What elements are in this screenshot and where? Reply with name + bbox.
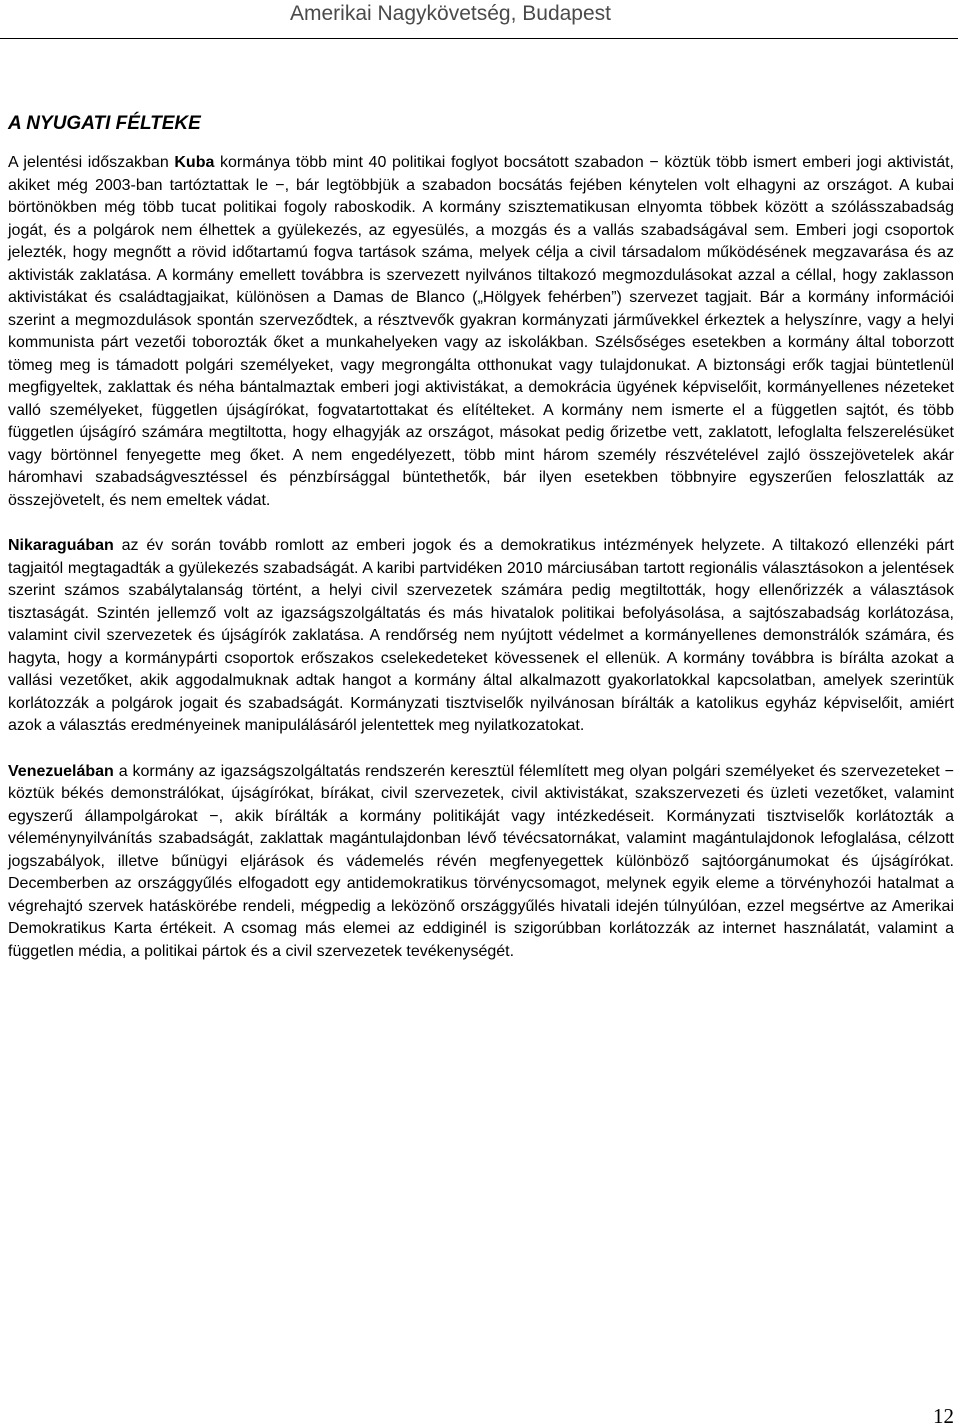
paragraph-lead: A jelentési időszakban [8, 154, 175, 171]
document-body [8, 112, 954, 986]
paragraph-text: kormánya több mint 40 politikai foglyot bocsátott szabadon − köztük több ismert emberi jogi aktivistát, akiket még 2003-ban tartóztattak le −, bár legtöbbjük a szabadon bocsátás fejében kénytelen volt elhagyni az országot. A kubai börtönökben még több tucat politikai fogoly raboskodik. A kormány szisztematikusan elnyomta többek között a szólásszabadság jogát, és a polgárok nem élhettek a gyülekezés, az egyesülés, a mozgás és a vallás szabadságával sem. Emberi jogi csoportok jelezték, hogy megnőtt a rövid időtartamú fogva tartások száma, melyek célja a civil társadalom működésének megzavarása és az aktivisták zaklatása. A kormány emellett továbbra is szervezett nyilvános tiltakozó megmozdulásokat azzal a céllal, hogy zaklasson aktivistákat és családtagjaikat, különösen a Damas de Blanco („Hölgyek fehérben”) szervezet tagjait. Bár a kormány információi szerint a megmozdulások spontán szerveződtek, a résztvevők gyakran kormányzati járművekkel érkeztek a helyszínre, vagy a helyi kommunista párt vezetői toborozták őket a munkahelyeken vagy az iskolákban. Szélsőséges esetekben a kormány által toborzott tömeg meg is támadott polgári személyeket, vagy megrongálta otthonukat vagy tulajdonukat. A biztonsági erők tagjai büntetlenül megfigyeltek, zaklattak és néha bántalmaztak emberi jogi aktivistákat, a demokrácia ügyének képviselőit, kormányellenes nézeteket valló személyeket, független újságírókat, fogvatartottakat és elítélteket. A kormány nem ismerte el a független sajtót, és több független újságíró számára megtiltotta, hogy elhagyják az országot, másokat pedig őrizetbe vett, zaklatott, lefoglalta felszerelésüket vagy börtönnel fenyegette meg őket. A nem engedélyezett, több mint három személy részvételével zajló összejövetelek akár háromhavi szabadságvesztéssel és pénzbírsággal büntethetők, bár ilyen esetekben többnyire egyszerűen feloszlatták az összejövetelt, és nem emeltek vádat. [8, 154, 954, 509]
paragraph-venezuela [8, 761, 954, 964]
country-name-venezuela: Venezuelában [8, 762, 114, 780]
paragraph-text: a kormány az igazságszolgáltatás rendszerén keresztül félemlített meg olyan polgári személyeket és szervezeteket − köztük békés demonstrálókat, újságírókat, bírákat, civil szervezetek, civil aktivistákat, szakszervezeti és üzleti vezetőket, valamint egyszerű állampolgárokat −, akik bírálták a kormány politikáját vagy intézkedéseit. Kormányzati tisztviselők korlátozták a véleménynyilvánítás szabadságát, zaklattak magántulajdonban lévő tévécsatornákat, valamint magántulajdonok lefoglalása, célzott jogszabályok, illetve bűnügyi eljárások és vádemelés révén megfenyegettek különböző sajtóorgánumokat és újságírókat. Decemberben az országgyűlés elfogadott egy antidemokratikus törvénycsomagot, melynek egyik eleme a törvényhozói hatalmat a végrehajtó szervek hatáskörébe rendeli, mégpedig a leközönő országgyűlés hivatali idején túlnyúlóan, ezzel megsértve az Amerikai Demokratikus Karta értékeit. A csomag más elemei az eddiginél is szigorúbban korlátozzák az internet használatát, valamint a független média, a politikai pártok és a civil szervezetek tevékenységét. [8, 762, 954, 960]
running-header [0, 0, 958, 39]
paragraph-text: az év során tovább romlott az emberi jogok és a demokratikus intézmények helyzete. A tiltakozó ellenzéki párt tagjaitól megtagadták a gyülekezés szabadságát. A karibi partvidéken 2010 márciusában tartott regionális választásokon a jelentések szerint számos szabálytalanság történt, a helyi civil szervezetek számára pedig megtiltották, hogy ellenőrizzék a választások tisztaságát. Szintén jellemző volt az igazságszolgáltatás és más hivatalok politikai befolyásolása, a sajtószabadság korlátozása, valamint civil szervezetek és újságírók zaklatása. A rendőrség nem nyújtott védelmet a kormányellenes demonstrálók számára, és hagyta, hogy a kormánypárti csoportok erőszakos cselekedeteket kövessenek el ellenük. A kormány továbbra is bírálta azokat a vallási vezetőket, akik aggodalmuknak adtak hangot a kormány által alkalmazott gyakorlatokkal kapcsolatban, amelyek szerintük korlátozzák a polgárok jogait és szabadságát. Kormányzati tisztviselők nyilvánosan bírálták a katolikus egyház képviselőit, amiért azok a választás eredményeinek manipulálásáról jelentettek meg nyilatkozatokat. [8, 537, 954, 734]
page-number: 12 [933, 1404, 954, 1428]
country-name-cuba: Kuba [174, 154, 215, 171]
paragraph-cuba [8, 152, 954, 512]
paragraph-nicaragua [8, 535, 954, 738]
header-title: Amerikai Nagykövetség, Budapest [290, 2, 611, 25]
section-title: A NYUGATI FÉLTEKE [8, 113, 201, 134]
country-name-nicaragua: Nikaraguában [8, 537, 114, 554]
